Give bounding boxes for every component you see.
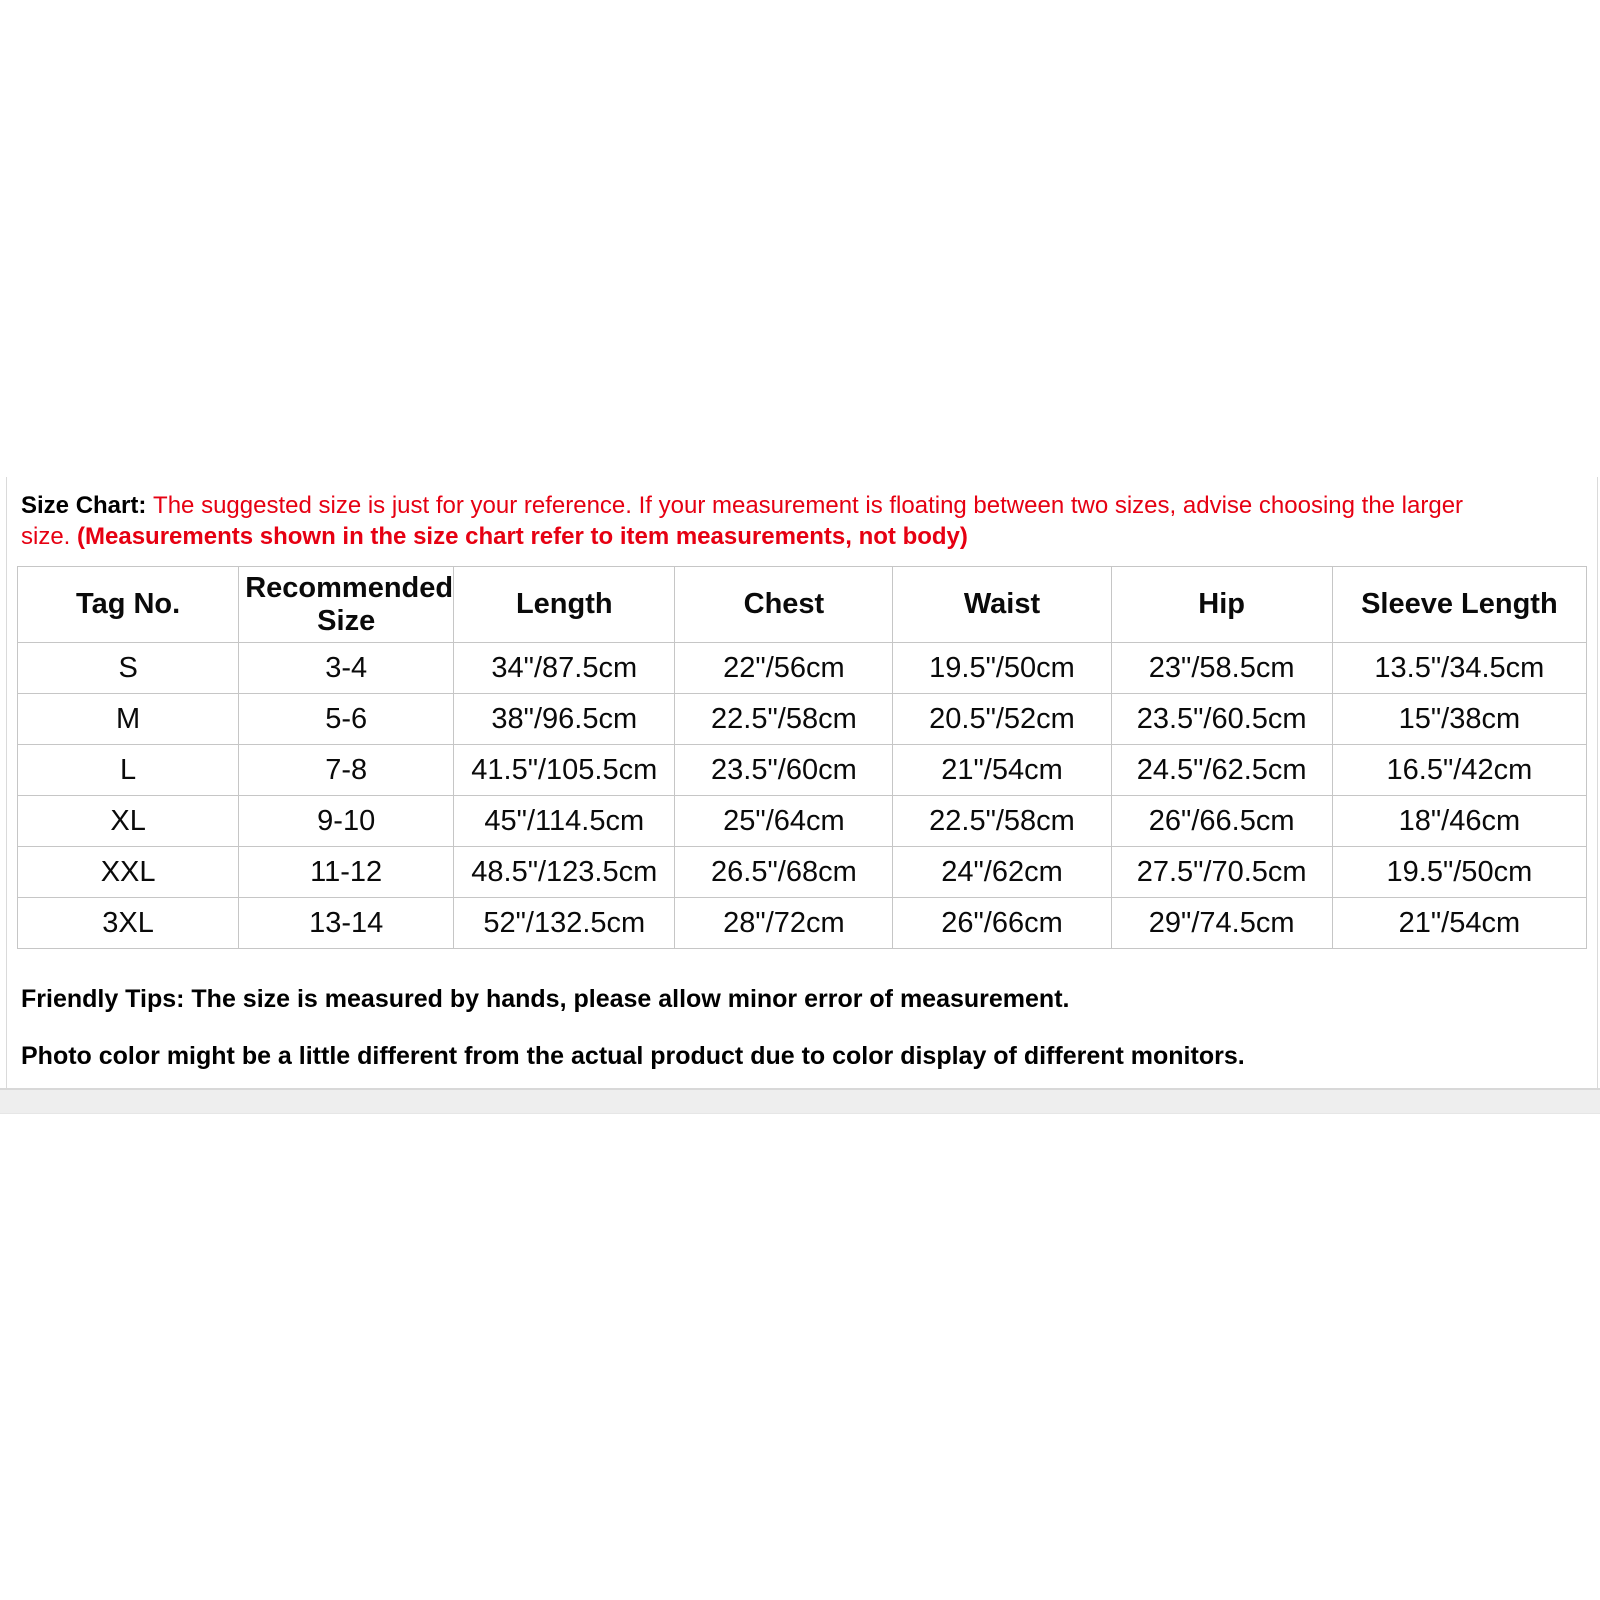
size-cell: L xyxy=(18,745,239,796)
size-chart-panel xyxy=(6,477,1598,1090)
column-header-3: Length xyxy=(454,567,675,643)
size-cell: 25"/64cm xyxy=(675,796,893,847)
size-cell: 21"/54cm xyxy=(1332,898,1586,949)
table-row xyxy=(18,796,1587,847)
size-note-regular: The suggested size is just for your reference. If your measurement is floating between two sizes, advise choosing the larger size. xyxy=(21,492,1464,550)
table-row xyxy=(18,643,1587,694)
size-cell: XXL xyxy=(18,847,239,898)
size-cell: 21"/54cm xyxy=(893,745,1111,796)
size-cell: 48.5"/123.5cm xyxy=(454,847,675,898)
size-cell: S xyxy=(18,643,239,694)
size-cell: 45"/114.5cm xyxy=(454,796,675,847)
size-cell: 52"/132.5cm xyxy=(454,898,675,949)
column-header-6: Hip xyxy=(1111,567,1332,643)
size-chart-label-separator: : xyxy=(138,492,154,519)
table-row xyxy=(18,847,1587,898)
size-chart-label: Size Chart xyxy=(21,492,139,519)
size-cell: 13-14 xyxy=(239,898,454,949)
size-cell: 22.5"/58cm xyxy=(675,694,893,745)
size-cell: 29"/74.5cm xyxy=(1111,898,1332,949)
table-row xyxy=(18,694,1587,745)
photo-color-note: Photo color might be a little different from the actual product due to color display of different monitors. xyxy=(21,1042,1245,1070)
size-cell: 22.5"/58cm xyxy=(893,796,1111,847)
size-chart-table xyxy=(17,566,1587,949)
size-cell: 20.5"/52cm xyxy=(893,694,1111,745)
size-cell: 15"/38cm xyxy=(1332,694,1586,745)
size-cell: 13.5"/34.5cm xyxy=(1332,643,1586,694)
size-note-bold: (Measurements shown in the size chart refer to item measurements, not body) xyxy=(77,523,968,550)
column-header-2: Recommended Size xyxy=(239,567,454,643)
bottom-gray-strip xyxy=(0,1088,1600,1114)
column-header-1: Tag No. xyxy=(18,567,239,643)
size-cell: 24"/62cm xyxy=(893,847,1111,898)
size-cell: 26"/66cm xyxy=(893,898,1111,949)
size-cell: 23.5"/60.5cm xyxy=(1111,694,1332,745)
size-cell: 27.5"/70.5cm xyxy=(1111,847,1332,898)
size-cell: 41.5"/105.5cm xyxy=(454,745,675,796)
size-cell: 28"/72cm xyxy=(675,898,893,949)
size-cell: XL xyxy=(18,796,239,847)
column-header-4: Chest xyxy=(675,567,893,643)
size-cell: 5-6 xyxy=(239,694,454,745)
size-cell: 3-4 xyxy=(239,643,454,694)
size-cell: 24.5"/62.5cm xyxy=(1111,745,1332,796)
column-header-5: Waist xyxy=(893,567,1111,643)
size-cell: 34"/87.5cm xyxy=(454,643,675,694)
table-row xyxy=(18,745,1587,796)
size-cell: 22"/56cm xyxy=(675,643,893,694)
size-cell: 18"/46cm xyxy=(1332,796,1586,847)
size-cell: 3XL xyxy=(18,898,239,949)
table-header-row xyxy=(18,567,1587,643)
size-cell: 19.5"/50cm xyxy=(893,643,1111,694)
size-cell: 38"/96.5cm xyxy=(454,694,675,745)
size-cell: 9-10 xyxy=(239,796,454,847)
table-row xyxy=(18,898,1587,949)
size-cell: 26.5"/68cm xyxy=(675,847,893,898)
column-header-7: Sleeve Length xyxy=(1332,567,1586,643)
size-cell: 11-12 xyxy=(239,847,454,898)
size-cell: 19.5"/50cm xyxy=(1332,847,1586,898)
size-cell: 23"/58.5cm xyxy=(1111,643,1332,694)
size-chart-intro xyxy=(7,477,1597,552)
size-cell: 16.5"/42cm xyxy=(1332,745,1586,796)
size-cell: M xyxy=(18,694,239,745)
size-cell: 7-8 xyxy=(239,745,454,796)
size-cell: 26"/66.5cm xyxy=(1111,796,1332,847)
size-cell: 23.5"/60cm xyxy=(675,745,893,796)
friendly-tips-text: Friendly Tips: The size is measured by hands, please allow minor error of measurement. xyxy=(21,985,1070,1013)
